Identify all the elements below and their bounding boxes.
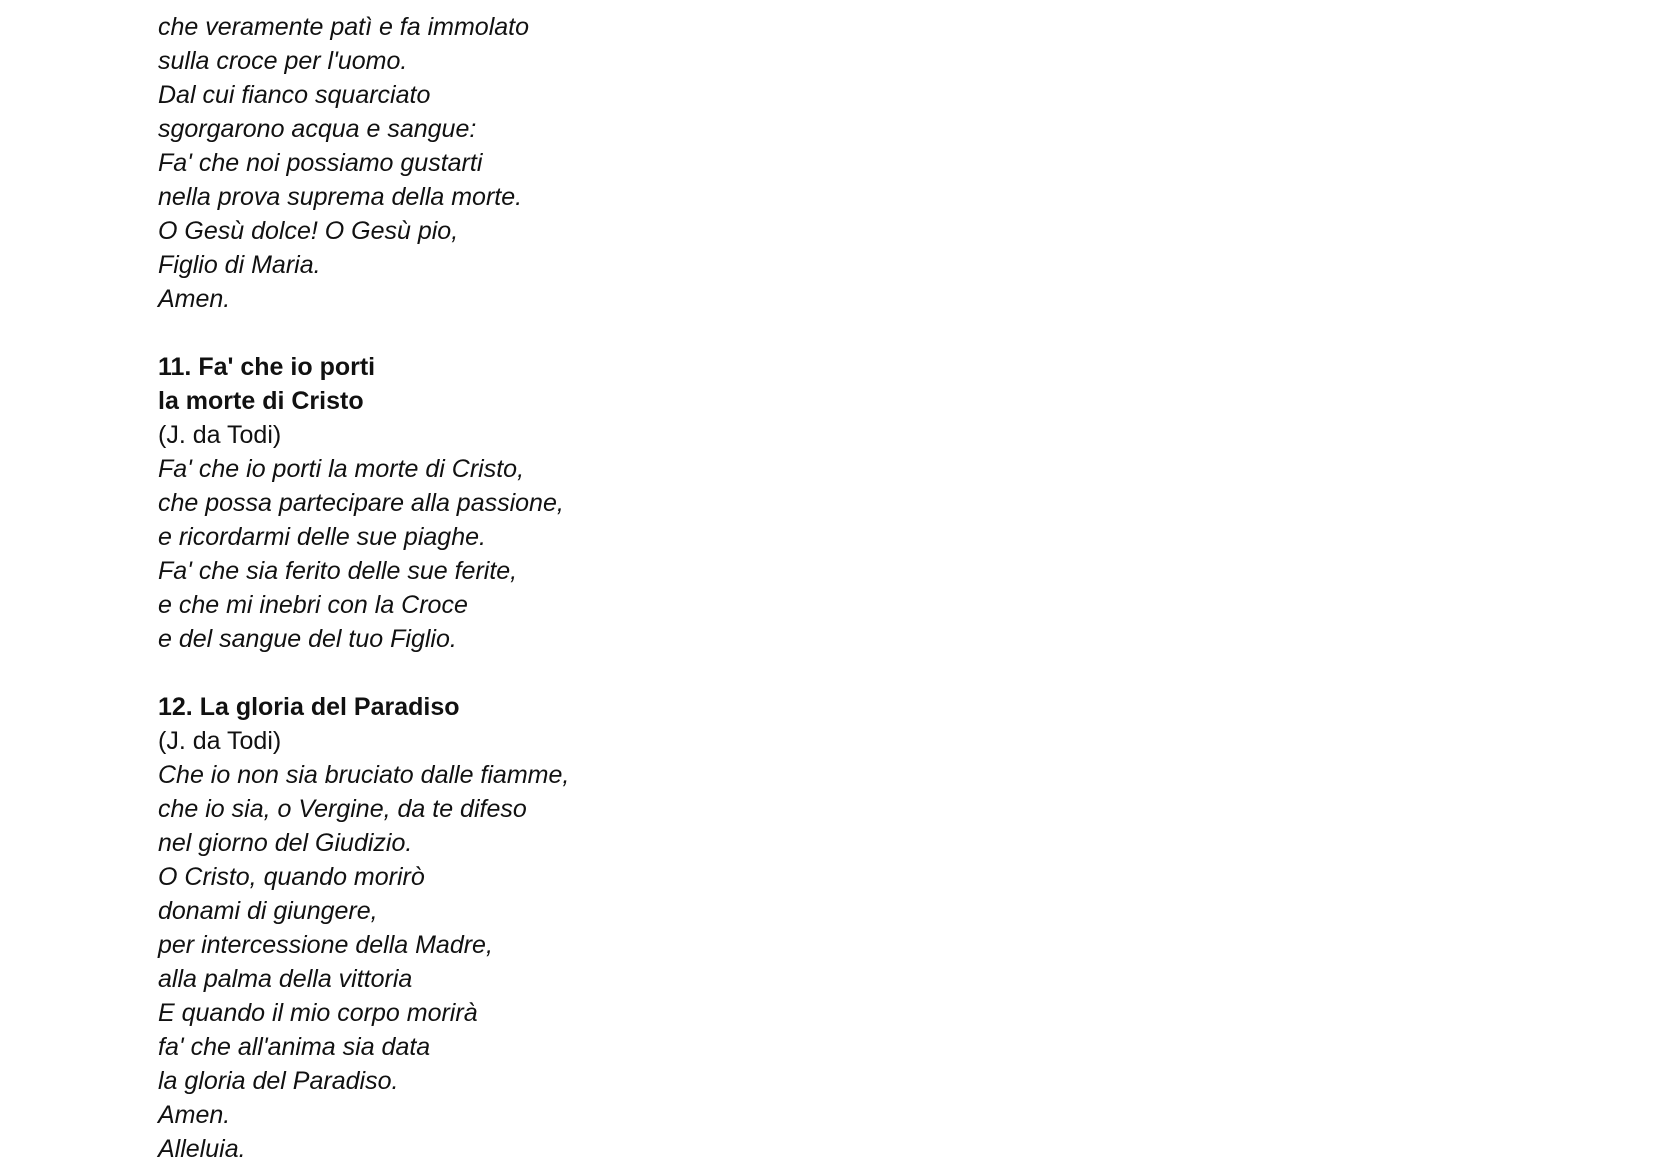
- verse-line: Amen.: [158, 285, 231, 313]
- verse-line: O Cristo, quando morirò: [158, 863, 425, 891]
- section-title: la morte di Cristo: [158, 387, 364, 415]
- section-author: (J. da Todi): [158, 421, 282, 449]
- verse-line: donami di giungere,: [158, 897, 378, 925]
- verse-line: alla palma della vittoria: [158, 965, 413, 993]
- prayer-continuation: [158, 10, 1358, 316]
- section-11: [158, 350, 1358, 656]
- section-author: (J. da Todi): [158, 727, 282, 755]
- verse-line: O Gesù dolce! O Gesù pio,: [158, 217, 459, 245]
- verse-line: Fa' che noi possiamo gustarti: [158, 149, 483, 177]
- verse-line: Dal cui fianco squarciato: [158, 81, 431, 109]
- spacer: [158, 656, 1358, 690]
- verse-line: Che io non sia bruciato dalle fiamme,: [158, 761, 570, 789]
- spacer: [158, 316, 1358, 350]
- verse-line: E quando il mio corpo morirà: [158, 999, 478, 1027]
- verse-line: nella prova suprema della morte.: [158, 183, 523, 211]
- verse-line: Fa' che sia ferito delle sue ferite,: [158, 557, 518, 585]
- verse-line: Fa' che io porti la morte di Cristo,: [158, 455, 525, 483]
- verse-line: che io sia, o Vergine, da te difeso: [158, 795, 527, 823]
- verse-line: sgorgarono acqua e sangue:: [158, 115, 477, 143]
- verse-line: per intercessione della Madre,: [158, 931, 493, 959]
- verse-line: che possa partecipare alla passione,: [158, 489, 564, 517]
- verse-line: e del sangue del tuo Figlio.: [158, 625, 457, 653]
- verse-line: la gloria del Paradiso.: [158, 1067, 399, 1095]
- verse-line: e che mi inebri con la Croce: [158, 591, 468, 619]
- verse-line: fa' che all'anima sia data: [158, 1033, 431, 1061]
- section-title: 12. La gloria del Paradiso: [158, 693, 460, 721]
- verse-line: nel giorno del Giudizio.: [158, 829, 413, 857]
- verse-line: che veramente patì e fa immolato: [158, 13, 530, 41]
- verse-line: Amen.: [158, 1101, 231, 1129]
- document-page: [158, 10, 1358, 1166]
- verse-line: Alleluia.: [158, 1135, 246, 1163]
- verse-line: e ricordarmi delle sue piaghe.: [158, 523, 486, 551]
- section-title: 11. Fa' che io porti: [158, 353, 376, 381]
- verse-line: Figlio di Maria.: [158, 251, 321, 279]
- section-12: [158, 690, 1358, 1166]
- verse-line: sulla croce per l'uomo.: [158, 47, 408, 75]
